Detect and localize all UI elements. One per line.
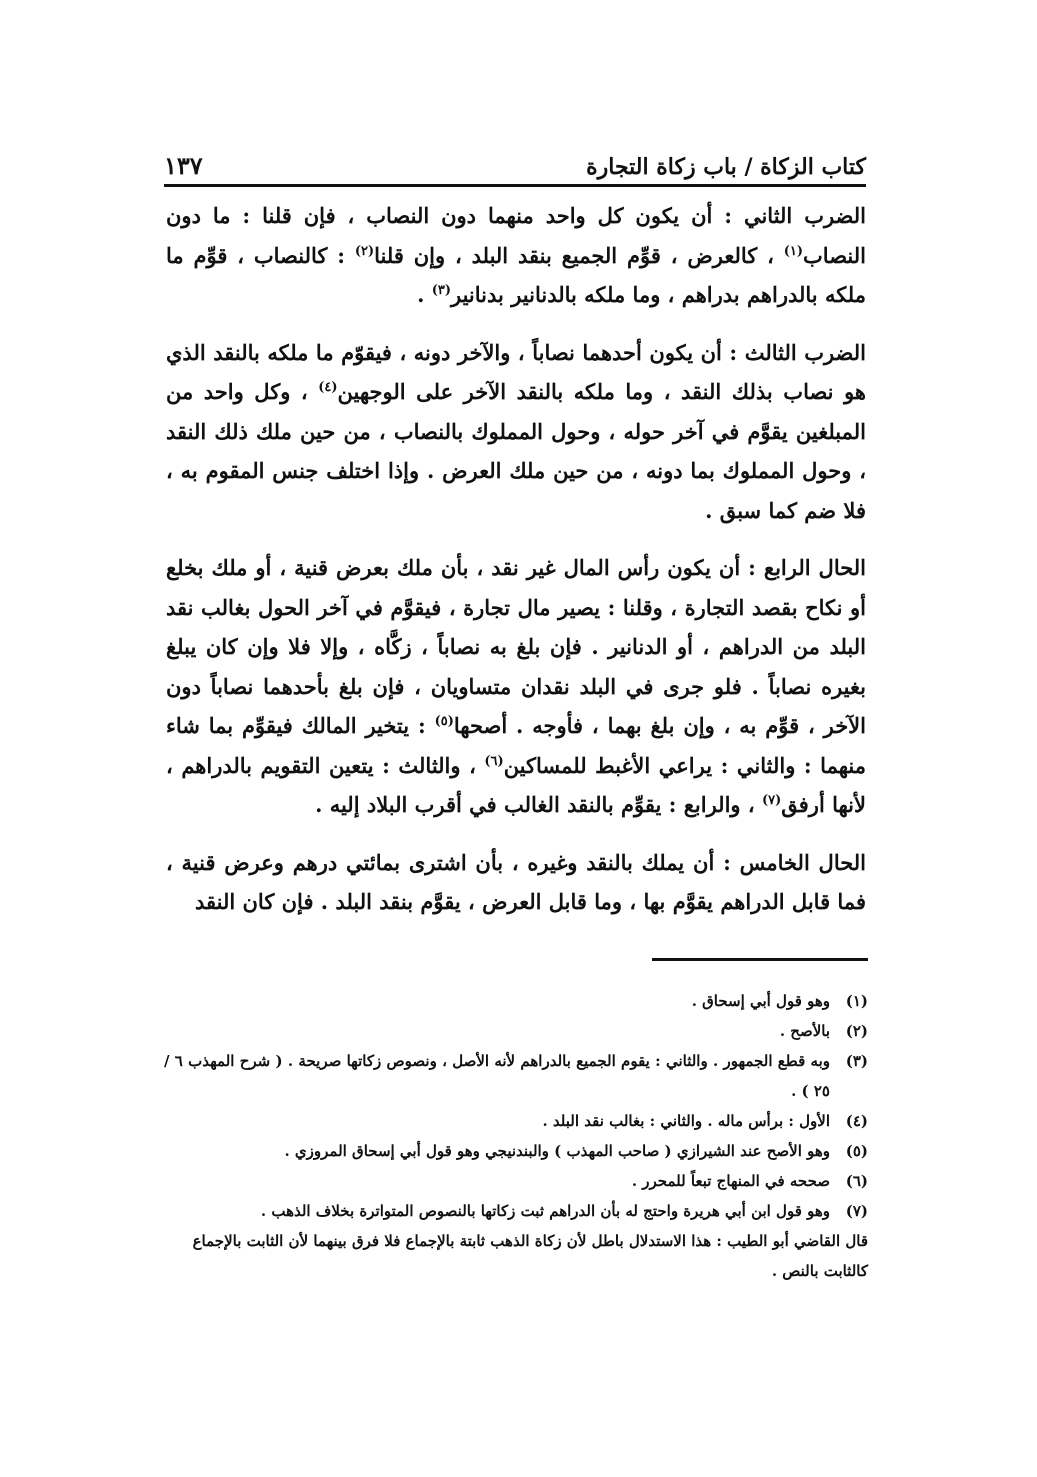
footnote-divider (652, 958, 868, 961)
footnote-text: وهو الأصح عند الشيرازي ( صاحب المهذب ) والبندنيجي وهو قول أبي إسحاق المروزي . (284, 1142, 830, 1160)
paragraph-lead: الحال الخامس : (723, 849, 867, 875)
paragraph-text: ، والرابع : يقوِّم بالنقد الغالب في أقرب البلاد إليه . (315, 792, 762, 817)
footnote-ref: (٤) (318, 380, 338, 395)
paragraph-text: . (417, 282, 432, 307)
footnote-number: (٦) (845, 1172, 868, 1190)
footnote-ref: (١) (783, 243, 804, 259)
paragraph-lead: الضرب الثاني : (724, 203, 866, 228)
footnote-number: (١) (845, 992, 868, 1010)
footnote-number: (٢) (845, 1022, 868, 1040)
footnote-text: وهو قول أبي إسحاق . (691, 992, 830, 1010)
footnote-number: (٥) (845, 1142, 868, 1160)
footnote-ref: (٥) (434, 714, 454, 729)
footnote (164, 1166, 868, 1196)
footnote-ref: (٣) (431, 283, 451, 298)
footnote (164, 1016, 868, 1046)
footnote-text: وبه قطع الجمهور . والثاني : يقوم الجميع بالدراهم لأنه الأصل ، ونصوص زكاتها صريحة . ( شرح المهذب ٦ / ٢٥ ) . (164, 1052, 830, 1100)
running-title: كتاب الزكاة / باب زكاة التجارة (586, 154, 866, 180)
paragraph (166, 548, 866, 825)
footnote-text: وهو قول ابن أبي هريرة واحتج له بأن الدراهم ثبت زكاتها بالنصوص المتواترة بخلاف الذهب . (260, 1202, 830, 1220)
page-number: ١٣٧ (164, 151, 203, 180)
paragraph-text: : يتخير المالك فيقوِّم بما شاء منهما : والثاني : يراعي الأغبط للمساكين (166, 713, 866, 778)
footnote-ref: (٧) (761, 793, 782, 808)
footnote-text: بالأصح . (779, 1022, 830, 1040)
paragraph-text: أن يكون كل واحد منهما دون النصاب ، فإن قلنا : ما دون النصاب (166, 203, 866, 268)
paragraph-text: ، وكل واحد من المبلغين يقوَّم في آخر حوله ، وحول المملوك بالنصاب ، من حين ملك ذلك النقد ، وحول المملوك بما دونه ، من حين ملك العرض . وإذا اختلف جنس المقوم به ، فلا ضم كما سبق . (166, 379, 866, 523)
footnote (164, 1106, 868, 1136)
footnote-ref: (٦) (484, 753, 504, 769)
footnote-text: صححه في المنهاج تبعاً للمحرر . (631, 1172, 830, 1190)
paragraph-lead: الضرب الثالث : (729, 339, 866, 365)
footnote-text: الأول : برأس ماله . والثاني : بغالب نقد البلد . (542, 1112, 830, 1130)
paragraph (166, 196, 866, 315)
paragraph (166, 333, 866, 531)
paragraph-text: ، والثالث : يتعين التقويم بالدراهم ، لأنها أرفق (166, 752, 866, 817)
paragraph-text: ، كالعرض ، قوِّم الجميع بنقد البلد ، وإن قلنا (374, 242, 784, 268)
footnote-continuation: قال القاضي أبو الطيب : هذا الاستدلال باطل لأن زكاة الذهب ثابتة بالإجماع فلا فرق بينهما لأن الثابت بالإجماع كالثابت بالنص . (192, 1232, 868, 1280)
footnote (164, 1196, 868, 1226)
main-text (166, 196, 866, 940)
footnotes (164, 986, 868, 1286)
paragraph-text: أن يكون أحدهما نصاباً ، والآخر دونه ، فيقوّم ما ملكه بالنقد الذي هو نصاب بذلك النقد ، وما ملكه بالنقد الآخر على الوجهين (166, 339, 867, 404)
footnote-number: (٣) (845, 1052, 868, 1070)
paragraph-text: : كالنصاب ، قوِّم ما ملكه بالدراهم بدراهم ، وما ملكه بالدنانير بدنانير (166, 242, 866, 307)
paragraph-text: أن يكون رأس المال غير نقد ، بأن ملك بعرض قنية ، أو ملك بخلع أو نكاح بقصد التجارة ، وقلنا : يصير مال تجارة ، فيقوَّم في آخر الحول بغالب نقد البلد من الدراهم ، أو الدنانير . فإن بلغ به نصاباً ، زكَّاه ، وإلا فلا وإن كان يبلغ بغيره نصاباً . فلو جرى في البلد نقدان متساويان ، فإن بلغ بأحدهما نصاباً دون الآخر ، قوِّم به ، وإن بلغ بهما ، فأوجه . أصحها (166, 555, 866, 738)
footnote (164, 1046, 868, 1106)
page-header (164, 140, 866, 187)
paragraph-text: أن يملك بالنقد وغيره ، بأن اشترى بمائتي درهم وعرض قنية ، فما قابل الدراهم يقوَّم بها ، وما قابل العرض ، يقوَّم بنقد البلد . فإن كان النقد (166, 849, 866, 914)
footnote (164, 1136, 868, 1166)
paragraph-lead: الحال الرابع : (748, 555, 867, 580)
footnote-number: (٤) (845, 1112, 868, 1130)
paragraph (166, 843, 866, 922)
footnote-ref: (٢) (354, 243, 375, 259)
footnote-number: (٧) (845, 1202, 868, 1220)
footnote (164, 986, 868, 1016)
